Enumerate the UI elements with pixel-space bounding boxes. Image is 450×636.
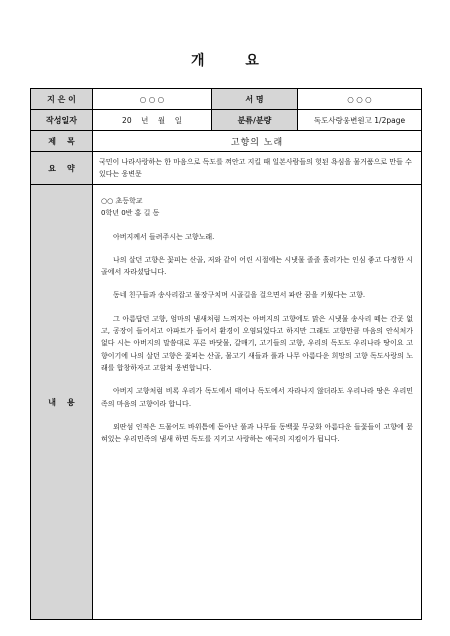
summary-row (31, 152, 422, 185)
content-body (93, 185, 422, 620)
paragraph: 아버지 고향처럼 비록 우리가 독도에서 태어나 독도에서 자라나지 않더라도 우리나라 땅은 우리민족의 마음의 고향이라 합니다. (101, 387, 413, 408)
name-value: ○ ○ ○ (298, 89, 422, 110)
author-label: 지 은 이 (31, 89, 93, 110)
date-row (31, 110, 422, 131)
topic-row (31, 131, 422, 152)
topic-label: 제 목 (31, 131, 93, 152)
school-name: ○○ 초등학교 (101, 197, 143, 205)
category-value: 독도사랑웅변원고 1/2page (298, 110, 422, 131)
date-value: 20 년 월 일 (93, 110, 212, 131)
summary-label: 요 약 (31, 152, 93, 185)
name-label: 서 명 (212, 89, 298, 110)
page-title: 개 요 (191, 53, 277, 69)
topic-value: 고향의 노래 (93, 131, 422, 152)
student-name: 0학년 0반 홍 길 동 (101, 209, 160, 218)
content-row (31, 185, 422, 620)
category-label: 분류/분량 (212, 110, 298, 131)
date-label: 작성일자 (31, 110, 93, 131)
paragraph: 아버지께서 들려주시는 고향노래. (113, 232, 215, 241)
paragraph: 그 아름답던 고향, 엄마의 냄새처럼 느껴지는 아버지의 고향에도 맑은 시냇물 송사리 떼는 간곳 없고, 공장이 들어서고 아파트가 들어서 환경이 오염되었다고 하지만 그래도 고향만큼 마음의 안식처가 없다 시는 아버지의 말씀대로 푸른 바닷물, 갈매기, 고기들의 고향, 우리의 독도도 우리나라 땅이요 고향이기에 나의 살던 고향은 꽃피는 산골, 물고기 새들과 풀과 나무 아름다운 희망의 고향 독도사랑의 노래를 합창하자고 고함쳐 웅변합니다. (101, 314, 413, 372)
summary-form (30, 88, 422, 620)
summary-text: 국민이 나라사랑하는 한 마음으로 독도를 껴안고 지킬 때 일본사람들의 헛된 욕심을 물거품으로 만들 수 있다는 웅변문 (93, 152, 422, 185)
content-label: 내 용 (31, 185, 93, 620)
author-row (31, 89, 422, 110)
paragraph: 동네 친구들과 송사리잡고 물장구치며 시골길을 걸으면서 파란 꿈을 키웠다는 고향. (113, 291, 366, 300)
paragraph: 외딴섬 인적은 드물어도 바위틈에 돋아난 풀과 나무들 동백꽃 무궁화 아름다운 들꽃들이 고향에 묻혀있는 우리민족의 냄새 하면 독도를 지키고 사랑하는 애국의 지킴이가 됩니다. (101, 422, 413, 444)
author-value: ○ ○ ○ (93, 89, 212, 110)
paragraph: 나의 살던 고향은 꽃피는 산골, 저와 같이 어린 시절에는 시냇물 졸졸 흘러가는 인심 좋고 다정한 시골에서 자라셨답니다. (101, 255, 413, 277)
